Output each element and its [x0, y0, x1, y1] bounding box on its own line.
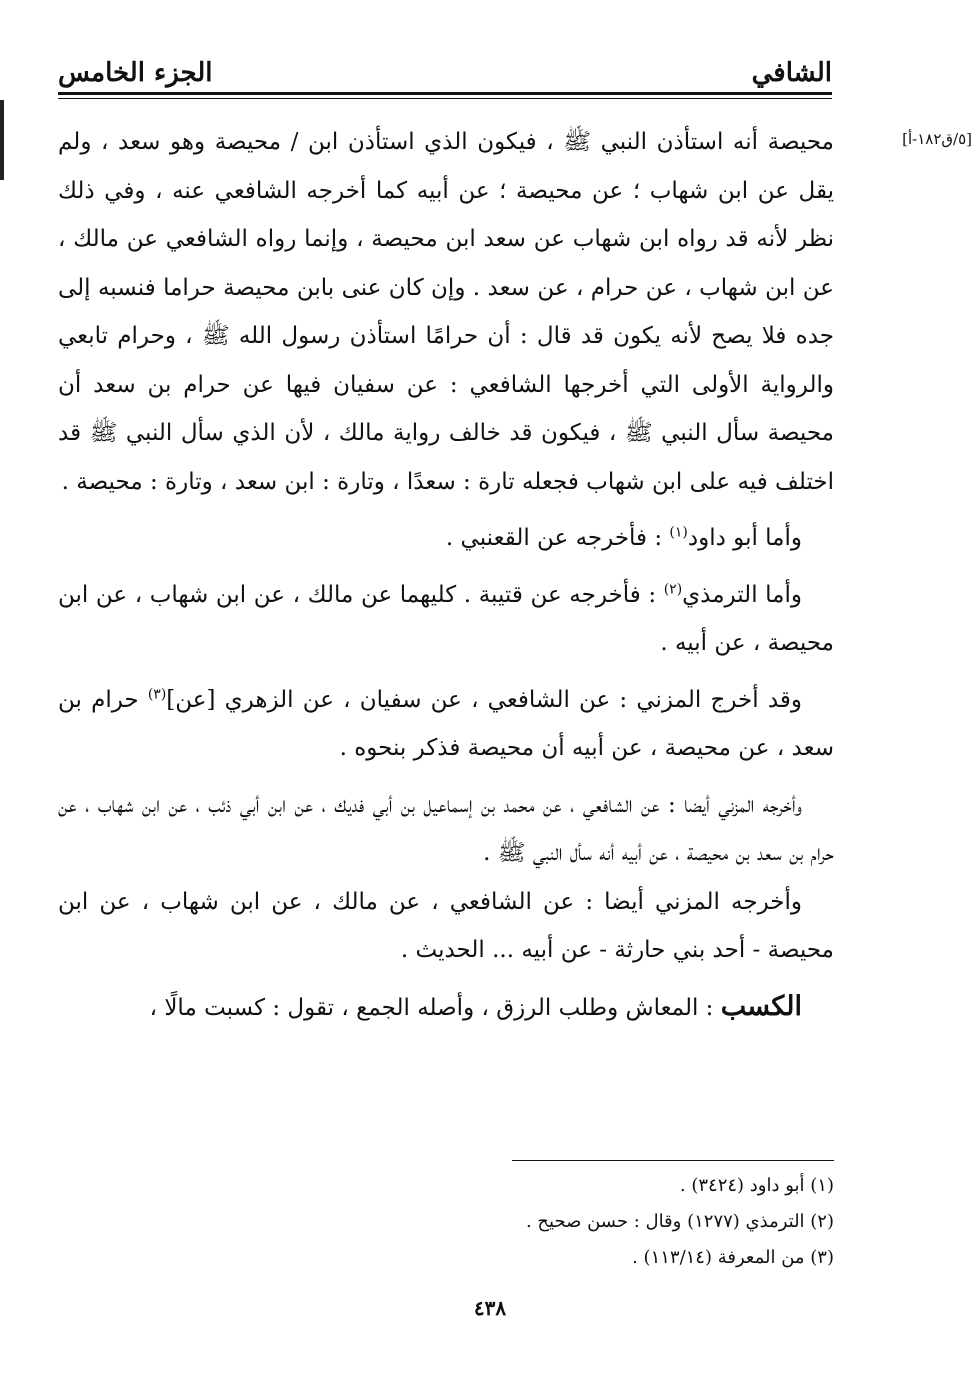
paragraph-text: : فأخرجه عن قتيبة . كليهما عن مالك ، عن ابن شهاب ، عن ابن محيصة ، عن أبيه .	[58, 581, 834, 656]
paragraph-text: حرام بن سعد ، عن محيصة ، عن أبيه أن محيصة فذكر بنحوه .	[58, 686, 834, 761]
book-title: الشافي	[751, 58, 832, 88]
footnote-separator	[512, 1160, 834, 1161]
defined-term: الكسب	[720, 990, 802, 1022]
paragraph-abu-dawud	[58, 514, 834, 563]
page-number: ٤٣٨	[473, 1296, 507, 1320]
volume-label: الجزء الخامس	[58, 58, 213, 88]
paragraph-1: محيصة أنه استأذن النبي ﷺ ، فيكون الذي استأذن ابن / محيصة وهو سعد ، ولم يقل عن ابن شهاب ؛ عن محيصة ؛ عن أبيه كما أخرجه الشافعي عنه ، وفي ذلك نظر لأنه قد رواه ابن شهاب عن سعد ابن محيصة ، وإنما رواه الشافعي عن مالك ، عن ابن شهاب ، عن حرام ، عن سعد . وإن كان عنى بابن محيصة حراما فنسبه إلى جده فلا يصح لأنه يكون قد قال : أن حرامًا استأذن رسول الله ﷺ ، وحرام تابعي والرواية الأولى التي أخرجها الشافعي : عن سفيان فيها عن حرام بن سعد أن محيصة سأل النبي ﷺ ، فيكون قد خالف رواية مالك ، لأن الذي سأل النبي ﷺ قد اختلف فيه على ابن شهاب فجعله تارة : سعدًا ، وتارة : ابن سعد ، وتارة : محيصة .	[58, 129, 834, 495]
footnote-1: (١) أبو داود (٣٤٢٤) .	[679, 1175, 834, 1196]
binding-edge-mark	[0, 100, 4, 180]
paragraph-tirmidhi	[58, 571, 834, 668]
paragraph-text: وأما أبو داود	[687, 525, 802, 551]
paragraph-text: وأما الترمذي	[682, 581, 803, 608]
paragraph-muzani-1	[58, 676, 834, 773]
footnote-ref-1: (١)	[669, 524, 688, 541]
paragraph-muzani-3: وأخرجه المزني أيضا : عن الشافعي ، عن مالك ، عن ابن شهاب ، عن ابن محيصة - أحد بني حارثة - عن أبيه ... الحديث .	[58, 888, 834, 963]
main-text	[58, 118, 834, 1032]
footnote-3: (٣) من المعرفة (١١٣/١٤) .	[632, 1247, 834, 1268]
footnote-ref-3: (٣)	[147, 685, 167, 702]
paragraph-text: وقد أخرج المزني : عن الشافعي ، عن سفيان ، عن الزهري [عن]	[166, 686, 802, 713]
manuscript-margin-reference: [٥/ق١٨٢-أ]	[902, 130, 972, 148]
header-rule-thin	[58, 98, 832, 99]
paragraph-text: : فأخرجه عن القعنبي .	[445, 525, 670, 551]
running-header	[58, 48, 832, 88]
definition-text: : المعاش وطلب الرزق ، وأصله الجمع ، تقول : كسبت مالًا ،	[149, 994, 721, 1021]
header-rule-thick	[58, 92, 832, 95]
paragraph-muzani-2: وأخرجه المزني أيضا : عن الشافعي ، عن محمد بن إسماعيل بن أبي فديك ، عن ابن أبي ذئب ، عن ابن شهاب ، عن حرام بن سعد بن محيصة ، عن أبيه أنه سأل النبي ﷺ .	[58, 791, 834, 866]
footnotes	[58, 1168, 834, 1276]
paragraph-definition	[58, 983, 834, 1033]
footnote-ref-2: (٢)	[663, 580, 683, 597]
footnote-2: (٢) الترمذي (١٢٧٧) وقال : حسن صحيح .	[525, 1211, 834, 1232]
